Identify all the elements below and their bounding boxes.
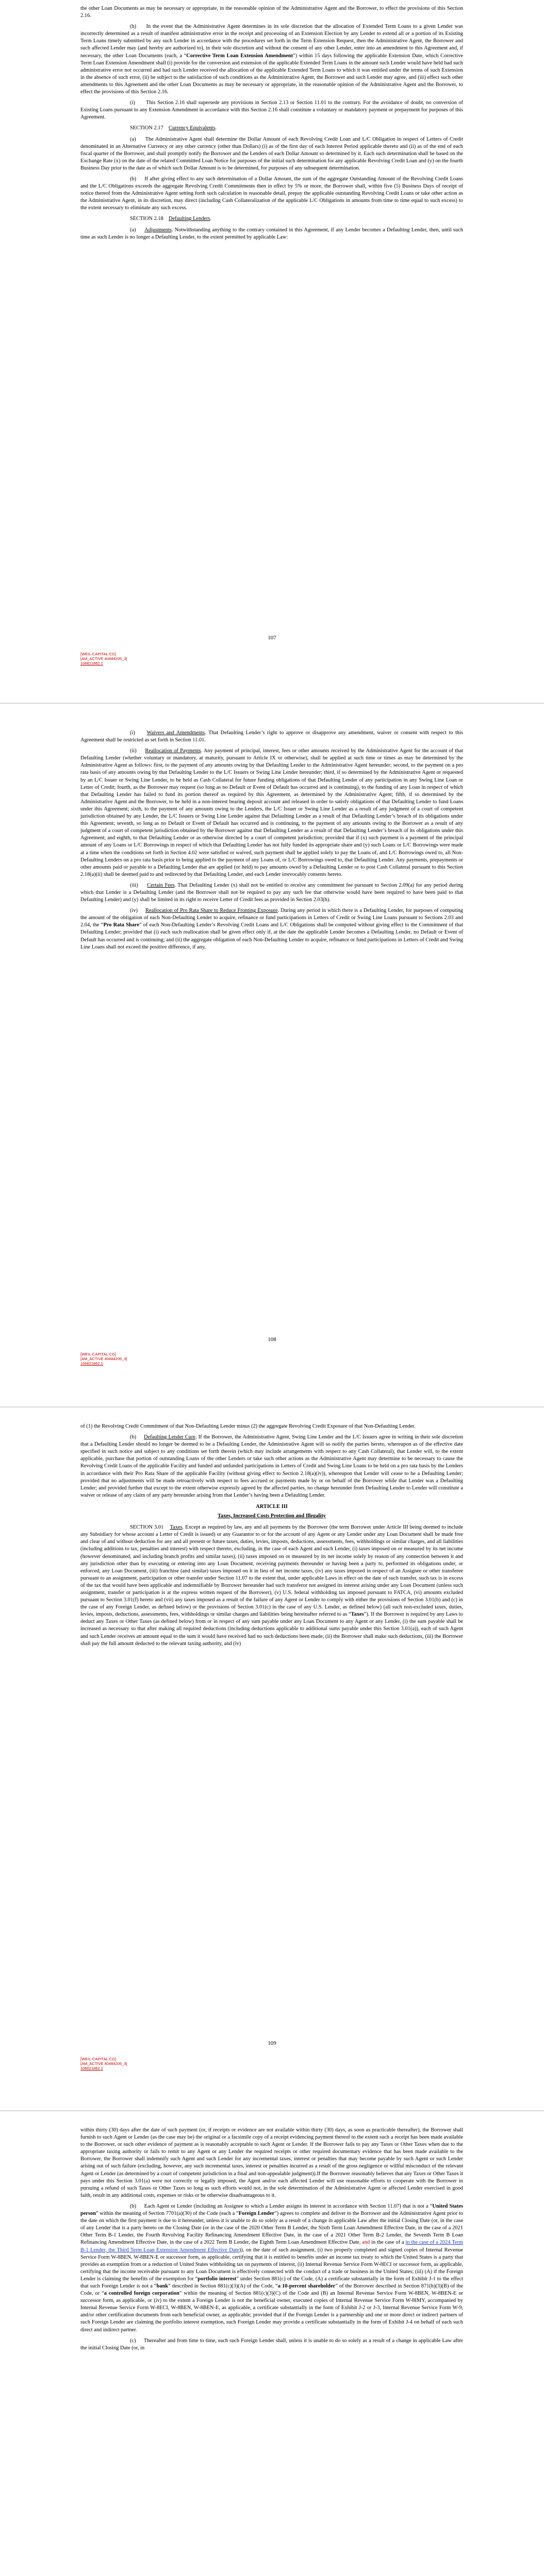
page-number: 107 xyxy=(268,635,276,641)
paragraph-reallocation: (ii) Reallocation of Payments. Any payment of principal, interest, fees or other amounts received by the Administrative Agent for the account of that Defaulting Lender (whether voluntary or mandatory, at maturity, pursuant to Article IX or otherwise), shall be applied at such time or times as may be determined by the Administrative Agent as follows: first, to the payment of any amounts owing by that Defaulting Lender to the Administrative Agent hereunder; second, to the payment on a pro rata basis of any amounts owing by that Defaulting Lender to the L/C Issuers or Swing Line Lender hereunder; third, if so determined by the Administrative Agent or requested by an L/C Issuer or Swing Line Lender, to be held as Cash Collateral for future funding obligations of that Defaulting Lender of any participation in any Swing Line Loan or Letter of Credit; fourth, as the Borrower may request (so long as no Default or Event of Default has occurred and is continuing), to the funding of any Loan in respect of which that Defaulting Lender has failed to fund its portion thereof as required by this Agreement, as determined by the Administrative Agent; fifth, if so determined by the Administrative Agent and the Borrower, to be held in a non-interest bearing deposit account and released in order to satisfy obligations of that Defaulting Lender to fund Loans under this Agreement; sixth, to the payment of any amounts owing to the Lenders, the L/C Issuer or Swing Line Lender as a result of any judgment of a court of competent jurisdiction obtained by any Lender, the L/C Issuers or Swing Line Lender against that Defaulting Lender as a result of that Defaulting Lender’s breach of its obligations under this Agreement; seventh, so long as no Default or Event of Default has occurred and is continuing, to the payment of any amounts owing to the Borrower as a result of any judgment of a court of competent jurisdiction obtained by the Borrower against that Defaulting Lender as a result of that Defaulting Lender’s breach of its obligations under this Agreement; and eighth, to that Defaulting Lender or as otherwise directed by a court of competent jurisdiction; provided that if (x) such payment is a payment of the principal amount of any Loans or L/C Borrowings in respect of which that Defaulting Lender has not fully funded its appropriate share and (y) such Loans or L/C Borrowings were made at a time when the conditions set forth in Section 4.02 were satisfied or waived, such payment shall be applied solely to pay the Loans of, and L/C Borrowings owed to, all Non-Defaulting Lenders on a pro rata basis prior to being applied to the payment of any Loans of, or L/C Borrowings owed to, that Defaulting Lender. Any payments, prepayments or other amounts paid or payable to a Defaulting Lender that are applied (or held) to pay amounts owed by a Defaulting Lender or to post Cash Collateral pursuant to this Section 2.18(a)(ii) shall be deemed paid to and redirected by that Defaulting Lender, and each Lender irrevocably consents hereto. xyxy=(80,748,463,877)
paragraph-adjustments: (a) Adjustments. Notwithstanding anything to the contrary contained in this Agreement, if any Lender becomes a Defaulting Lender, then, until such time as such Lender is no longer a Defaulting Lender, to the extent permitted by applicable Law: xyxy=(80,227,463,240)
page-109 xyxy=(0,1408,544,2110)
paragraph-waivers: (i) Waivers and Amendments. That Defaulting Lender’s right to approve or disapprove any amendment, waiver or consent with respect to this Agreement shall be restricted as set forth in Section 11.01. xyxy=(80,730,463,743)
section-heading-2-17: SECTION 2.17 Currency Equivalents. xyxy=(130,125,217,131)
paragraph-foreign-lender: (b) Each Agent or Lender (including an Assignee to which a Lender assigns its interest in accordance with Section 11.07) that is not a “United States person” within the meaning of Section 7701(a)(30) of the Code (each a “Foreign Lender”) agrees to complete and deliver to the Borrower and the Administrative Agent prior to the date on which the first payment is due to it hereunder, unless it is unable to do so solely as a result of a change in applicable Law after the initial Closing Date (or, in the case of any Lender that is a party hereto on the Closing Date (or in the case of the 2020 Other Term B Lender, the Sixth Term Loan Amendment Effective Date, in the case of a 2021 Other Term B-1 Lender, the Fourth Revolving Facility Refinancing Amendment Effective Date, in the case of a 2021 Other Term B-2 Lender, the Seventh Term B Loan Refinancing Amendment Effective Date, in the case of a 2022 Term B Lender, the Eighth Term Loan Amendment Effective Date, and in the case of a in the case of a 2024 Term B-1 Lender, the Third Term Loan Extension Amendment Effective Date)), on the date of such assignment, (i) two properly completed and signed copies of Internal Revenue Service Form W-8BEN, W-8BEN-E or successor form, as applicable, certifying that it is entitled to benefits under an income tax treaty to which the United States is a party that provides an exemption from or a reduction of United States withholding tax on payments of interest, (ii) Internal Revenue Service Form W-8ECI or successor form, as applicable, certifying that the income receivable pursuant to any Loan Document is effectively connected with the conduct of a trade or business in the United States; (iii) (A) if the Foreign Lender is claiming the benefits of the exemption for “portfolio interest” under Section 881(c) of the Code, (A) a certificate substantially in the form of Exhibit J-1 to the effect that such Foreign Lender is not a “bank” described in Section 881(c)(3)(A) of the Code, “a 10-percent shareholder” of the Borrower described in Section 871(h)(3)(B) of the Code, or “a controlled foreign corporation” within the meaning of Section 881(c)(3)(C) of the Code and (B) an Internal Revenue Service Form W-8BEN, W-8BEN-E or successor form, as applicable, or (iv) to the extent a Foreign Lender is not the beneficial owner, executed copies of Internal Revenue Service Form W-8IMY, accompanied by Internal Revenue Service Form W-8ECI, W-8BEN, W-8BEN-E, as applicable, a certificate substantially in the form of Exhibit J-2 or J-3, Internal Revenue Service Form W-9, and/or other certification documents from each beneficial owner, as applicable; provided that if the Foreign Lender is a partnership and one or more direct or indirect partners of such Foreign Lender are claiming the portfolio interest exemption, such Foreign Lender may provide a certificate substantially in the form of Exhibit J-4 on behalf of each such direct and indirect partner. xyxy=(80,2203,463,2333)
page-107 xyxy=(0,0,544,703)
page-107-content xyxy=(80,5,463,245)
paragraph-cure: (b) Defaulting Lender Cure. If the Borrower, the Administrative Agent, Swing Line Lender and the L/C Issuers agree in writing in their sole discretion that a Defaulting Lender should no longer be deemed to be a Defaulting Lender, the Administrative Agent will so notify the parties hereto, whereupon as of the effective date specified in such notice and subject to any conditions set forth therein (which may include arrangements with respect to any Cash Collateral), that Lender will, to the extent applicable, purchase that portion of outstanding Loans of the other Lenders or take such other actions as the Administrative Agent may determine to be necessary to cause the Revolving Credit Loans of the applicable Facility and funded and unfunded participations in Letters of Credit and Swing Line Loans to be held on a pro rata basis by the Lenders in accordance with their Pro Rata Share of the applicable Facility (without giving effect to Section 2.18(a)(iv)), whereupon that Lender will cease to be a Defaulting Lender; provided that no adjustments will be made retroactively with respect to fees accrued or payments made by or on behalf of the Borrower while that Lender was a Defaulting Lender; and provided further that except to the extent otherwise expressly agreed by the affected parties, no change hereunder from Defaulting Lender to Lender will constitute a waiver or release of any claim of any party hereunder arising from that Lender’s having been a Defaulting Lender. xyxy=(80,1434,463,1498)
article-heading: ARTICLE III xyxy=(256,1503,288,1510)
paragraph: within thirty (30) days after the date of such payment (or, if receipts or evidence are not available within thirty (30) days, as soon as practicable thereafter), the Borrower shall furnish to such Agent or Lender (as the case may be) the original or a facsimile copy of a receipt evidencing payment thereof to the extent such a receipt has been made available to the Borrower, or such other evidence of payment as is reasonably acceptable to such Agent or Lender. If the Borrower fails to pay any Taxes or Other Taxes when due to the appropriate taxing authority or fails to remit to any Agent or any Lender the required receipts or other required documentary evidence that has been made available to the Borrower, the Borrower shall indemnify such Agent and such Lender for any incremental taxes, interest or penalties that may become payable by such Agent or such Lender arising out of such failure (excluding, however, any such incremental taxes, interest or penalties incurred as a result of the gross negligence or willful misconduct of the relevant Agent or Lender (as determined by a court of competent jurisdiction in a final and non-appealable judgment)).If the Borrower reasonably believes that any Taxes or Other Taxes it pays under this Section 3.01(a) were not correctly or legally imposed, the Agent and/or each affected Lender will use reasonable efforts to cooperate with the Borrower in pursuing a refund of such Taxes or Other Taxes so long as such efforts would not, in the sole determination of the Administrative Agent or affected Lender exercised in good faith, result in any additional costs, expenses or risks or be otherwise disadvantageous to it. xyxy=(80,2127,463,2198)
paragraph-i: (i) This Section 2.16 shall supersede any provisions in Section 2.13 or Section 11.01 to the contrary. For the avoidance of doubt, no conversion of Existing Loans pursuant to any Extension Amendment in accordance with this Section 2.16 shall constitute a voluntary or mandatory payment or prepayment for purposes of this Agreement. xyxy=(80,100,463,121)
paragraph-h: (h) In the event that the Administrative Agent determines in its sole discretion that the allocation of Extended Term Loans to a given Lender was incorrectly determined as a result of manifest administrative error in the receipt and processing of an Extension Election by any Lender to extend all or a portion of its Existing Term Loans timely submitted by any such Lender in accordance with the procedures set forth in the Term Extension Request, then the Administrative Agent, the Borrower and such affected Lender may (and hereby are authorized to), in their sole discretion and without the consent of any other Lender, enter into an amendment to this Agreement and, if necessary, the other Loan Documents (each, a “Corrective Term Loan Extension Amendment”) within 15 days following the applicable Extension Date, which Corrective Term Loan Extension Amendment shall (i) provide for the conversion and extension of the applicable Extended Term Loans in the amount such Lender would have held had such administrative error not occurred and had such Lender received the allocation of the applicable Extended Term Loans to which it was entitled under the terms of such Extension in the absence of such error, (ii) be subject to the satisfaction of such conditions as the Administrative Agent, the Borrower and such Lender may agree, and (iii) effect such other amendments to this Agreement and the other Loan Documents as may be necessary or appropriate, in the reasonable opinion of the Administrative Agent and the Borrower, to effect the provisions of this Section 2.16. xyxy=(80,24,463,95)
page-footer: [WEIL-CAPITAL:CG] [AM_ACTIVE 40484205_3] 106621862.1 xyxy=(80,1352,127,1366)
paragraph-b: (b) If after giving effect to any such determination of a Dollar Amount, the sum of the aggregate Outstanding Amount of the Revolving Credit Loans and the L/C Obligations exceeds the aggregate Revolving Credit Commitments then in effect by 5% or more, the Borrower shall, within five (5) Business Days of receipt of notice thereof from the Administrative Agent setting forth such calculation in reasonable detail, prepay the applicable outstanding Revolving Credit Loans or take other action as the Administrative Agent, in its discretion, may direct (including Cash Collateralization of the applicable L/C Obligations in amounts from time to time equal to such excess) to the extent necessary to eliminate any such excess. xyxy=(80,176,463,211)
paragraph-pro-rata: (iv) Reallocation of Pro Rata Share to Reduce Fronting Exposure. During any period in which there is a Defaulting Lender, for purposes of computing the amount of the obligation of each Non-Defaulting Lender to acquire, refinance or fund participations in Letters of Credit or Swing Line Loans pursuant to Sections 2.03 and 2.04, the “Pro Rata Share” of each Non-Defaulting Lender’s Revolving Credit Loans and L/C Obligations shall be computed without giving effect to the Commitment of that Defaulting Lender; provided that (i) each such reallocation shall be given effect only if, at the date the applicable Lender becomes a Defaulting Lender, no Default or Event of Default has occurred and is continuing; and (ii) the aggregate obligation of each Non-Defaulting Lender to acquire, refinance or fund participations in Letters of Credit and Swing Line Loans shall not exceed the positive difference, if any, xyxy=(80,908,463,950)
paragraph: of (1) the Revolving Credit Commitment of that Non-Defaulting Lender minus (2) the aggregate Revolving Credit Exposure of that Non-Defaulting Lender. xyxy=(80,1423,416,1429)
page-109-content xyxy=(80,1423,463,1651)
page-number: 108 xyxy=(268,1336,276,1343)
page-110 xyxy=(0,2111,544,2576)
paragraph-a: (a) The Administrative Agent shall determine the Dollar Amount of each Revolving Credit Loan and L/C Obligation in respect of Letters of Credit denominated in an Alternative Currency or any other currency (other than Dollars) (i) as of the first day of each Interest Period applicable thereto and (ii) as of the end of each fiscal quarter of the Borrower, and shall promptly notify the Borrower and the Lenders of each Dollar Amount so determined by it. Each such determination shall be based on the Exchange Rate (x) on the date of the related Committed Loan Notice for purposes of the initial such determination for any applicable Revolving Credit Loan and (y) on the fourth Business Day prior to the date as of which such Dollar Amount is to be determined, for purposes of any subsequent determination. xyxy=(80,136,463,171)
paragraph: the other Loan Documents as may be necessary or appropriate, in the reasonable opinion of the Administrative Agent and the Borrower, to effect the provisions of this Section 2.16. xyxy=(80,6,463,19)
section-heading-2-18: SECTION 2.18 Defaulting Lenders. xyxy=(130,216,212,222)
page-108 xyxy=(0,704,544,1406)
paragraph-c: (c) Thereafter and from time to time, each such Foreign Lender shall, unless it is unable to do so solely as a result of a change in applicable Law after the initial Closing Date (or, in xyxy=(80,2337,463,2351)
page-footer: [WEIL-CAPITAL:CG] [AM_ACTIVE 40484205_3] 106621862.1 xyxy=(80,2057,127,2071)
paragraph-certain-fees: (iii) Certain Fees. That Defaulting Lender (x) shall not be entitled to receive any commitment fee pursuant to Section 2.09(a) for any period during which that Lender is a Defaulting Lender (and the Borrower shall not be required to pay any such fee that otherwise would have been required to have been paid to that Defaulting Lender) and (y) shall be limited in its right to receive Letter of Credit fees as provided in Section 2.03(h). xyxy=(80,882,463,903)
page-footer: [WEIL-CAPITAL:CG] [AM_ACTIVE 40484205_3] 106621862.1 xyxy=(80,652,127,666)
page-110-content xyxy=(80,2127,463,2355)
paragraph-taxes: SECTION 3.01 Taxes. Except as required by law, any and all payments by the Borrower (the term Borrower under Article III being deemed to include any Subsidiary for whose account a Letter of Credit is issued) or any Guarantor to or for the account of any Agent or any Lender under any Loan Document shall be made free and clear of and without deduction for any and all present or future taxes, duties, levies, imposts, deductions, assessments, fees, withholdings or similar charges, and all liabilities (including additions to tax, penalties and interest) with respect thereto, excluding, in the case of each Agent and each Lender, (i) taxes imposed on or measured by its net income (however denominated, and including branch profits and similar taxes), (ii) taxes imposed on or measured by its net income solely by reason of any connection between it and any jurisdiction other than by executing or entering into any Loan Document, receiving payments thereunder or having been a party to, performed its obligations under, or enforced, any Loan Document, (iii) franchise (and similar) taxes imposed on it in lieu of net income taxes, (iv) any taxes imposed in respect of an Assignee or other transferee pursuant to an assignment, participation or other transfer under Section 11.07 to the extent that, under applicable Laws in effect on the date of such transfer, such tax is in excess of the tax that would have been applicable and indemnifiable by Borrower hereunder had such transferor not assigned its interest arising under any Loan Document (unless such assignment, transfer or participation is at the express written request of the Borrower), (v) U.S. federal withholding tax imposed pursuant to FATCA, (vi) amounts excluded pursuant to Section 3.01(f) hereto and (vii) any taxes imposed as a result of the failure of any Agent or Lender to comply with either the provisions of Section 3.01(b) and (c) in the case of any Foreign Lender, as defined below) or the provisions of Section 3.01(c) in the case of any U.S. Lender, as defined below) (all such non-excluded taxes, duties, levies, imposts, deductions, assessments, fees, withholdings or similar charges and liabilities being hereinafter referred to as “Taxes”). If the Borrower is required by any Laws to deduct any Taxes or Other Taxes (as defined below) from or in respect of any sum payable under any Loan Document to any Agent or any Lender, (i) the sum payable shall be increased as necessary so that after making all required deductions (including deductions applicable to additional sums payable under this Section 3.01(a)), each of such Agent and such Lender receives an amount equal to the sum it would have received had no such deductions been made, (ii) the Borrower shall make such deductions, (iii) the Borrower shall pay the full amount deducted to the relevant taxing authority, and (iv) xyxy=(80,1524,463,1647)
page-108-content xyxy=(80,730,463,955)
page-number: 109 xyxy=(268,2040,276,2046)
article-title: Taxes, Increased Costs Protection and Illegality xyxy=(218,1513,326,1519)
